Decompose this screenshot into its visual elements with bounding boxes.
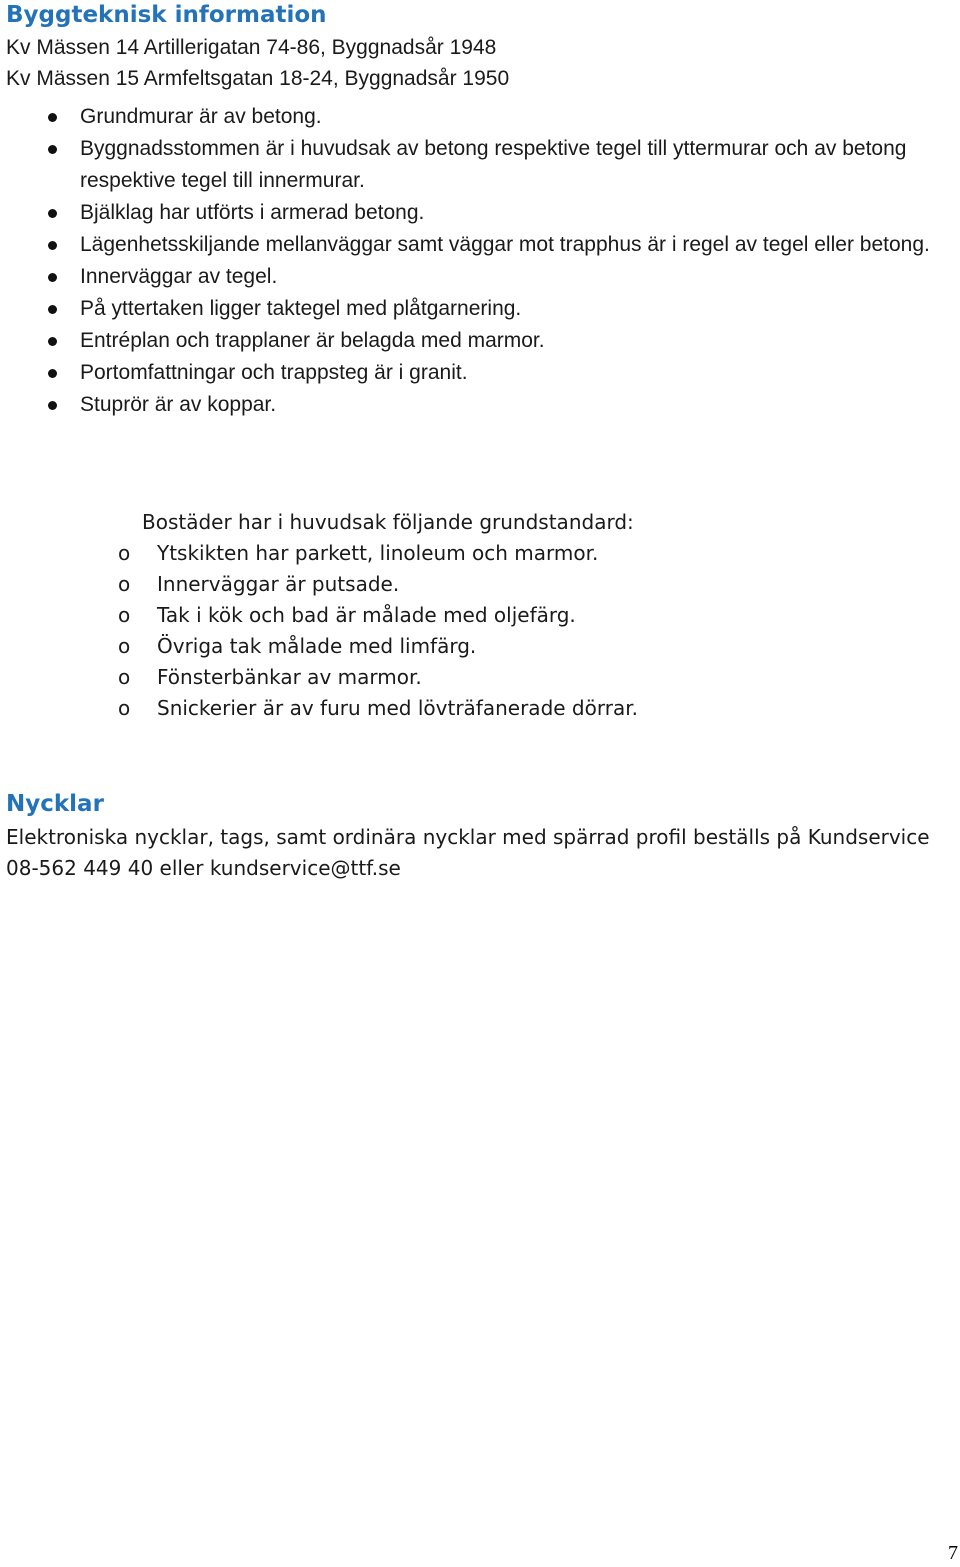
address-line: Kv Mässen 15 Armfeltsgatan 18-24, Byggnadsår 1950 bbox=[6, 67, 510, 90]
list-item bbox=[6, 261, 946, 293]
bullet-icon bbox=[48, 273, 57, 282]
bullet-icon bbox=[48, 305, 57, 314]
list-item-text: Byggnadsstommen är i huvudsak av betong respektive tegel till yttermurar och av betong respektive tegel till innermurar. bbox=[80, 137, 907, 192]
list-item-text: Övriga tak målade med limfärg. bbox=[157, 634, 477, 658]
list-item bbox=[6, 293, 946, 325]
list-item-text: Grundmurar är av betong. bbox=[80, 105, 322, 128]
list-item bbox=[6, 569, 638, 600]
bullet-icon bbox=[48, 113, 57, 122]
list-item bbox=[6, 389, 946, 421]
standard-intro: Bostäder har i huvudsak följande grundstandard: bbox=[142, 510, 634, 534]
bullet-icon bbox=[48, 369, 57, 378]
list-item bbox=[6, 325, 946, 357]
list-item bbox=[6, 101, 946, 133]
list-item bbox=[6, 357, 946, 389]
circle-bullet-icon: o bbox=[118, 696, 131, 720]
keys-paragraph: Elektroniska nycklar, tags, samt ordinära nycklar med spärrad profil beställs på Kundservice 08-562 449 40 eller kundservice@ttf.se bbox=[6, 825, 930, 880]
list-item-text: Innerväggar är putsade. bbox=[157, 572, 400, 596]
list-item bbox=[6, 662, 638, 693]
standard-list bbox=[6, 538, 638, 724]
address-line: Kv Mässen 14 Artillerigatan 74-86, Byggnadsår 1948 bbox=[6, 36, 497, 59]
list-item-text: Bjälklag har utförts i armerad betong. bbox=[80, 201, 425, 224]
bullet-icon bbox=[48, 145, 57, 154]
list-item-text: Portomfattningar och trappsteg är i granit. bbox=[80, 361, 468, 384]
section-heading-building-info: Byggteknisk information bbox=[6, 2, 327, 28]
list-item bbox=[6, 693, 638, 724]
list-item bbox=[6, 538, 638, 569]
bullet-icon bbox=[48, 209, 57, 218]
list-item bbox=[6, 133, 946, 197]
bullet-icon bbox=[48, 241, 57, 250]
list-item bbox=[6, 229, 946, 261]
list-item bbox=[6, 631, 638, 662]
section-heading-keys: Nycklar bbox=[6, 791, 104, 817]
list-item-text: Stuprör är av koppar. bbox=[80, 393, 277, 416]
circle-bullet-icon: o bbox=[118, 634, 131, 658]
list-item-text: Entréplan och trapplaner är belagda med marmor. bbox=[80, 329, 545, 352]
list-item-text: Innerväggar av tegel. bbox=[80, 265, 278, 288]
circle-bullet-icon: o bbox=[118, 541, 131, 565]
bullet-icon bbox=[48, 337, 57, 346]
circle-bullet-icon: o bbox=[118, 665, 131, 689]
list-item-text: På yttertaken ligger taktegel med plåtgarnering. bbox=[80, 297, 522, 320]
list-item-text: Lägenhetsskiljande mellanväggar samt väggar mot trapphus är i regel av tegel eller betong. bbox=[80, 233, 930, 256]
circle-bullet-icon: o bbox=[118, 572, 131, 596]
building-facts-list bbox=[6, 101, 946, 421]
list-item-text: Fönsterbänkar av marmor. bbox=[157, 665, 422, 689]
circle-bullet-icon: o bbox=[118, 603, 131, 627]
page-number: 7 bbox=[948, 1542, 958, 1564]
list-item-text: Tak i kök och bad är målade med oljefärg. bbox=[157, 603, 576, 627]
list-item-text: Snickerier är av furu med lövträfanerade dörrar. bbox=[157, 696, 638, 720]
bullet-icon bbox=[48, 401, 57, 410]
list-item bbox=[6, 197, 946, 229]
list-item-text: Ytskikten har parkett, linoleum och marmor. bbox=[157, 541, 599, 565]
list-item bbox=[6, 600, 638, 631]
